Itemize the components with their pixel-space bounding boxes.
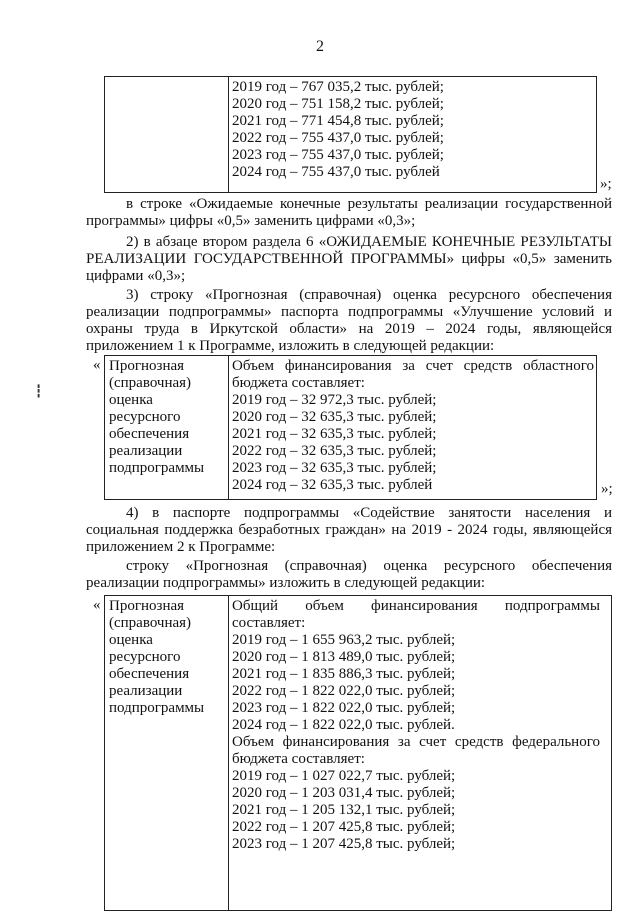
table3-left-line: оценка bbox=[109, 632, 153, 648]
paragraph-2 bbox=[86, 234, 612, 285]
table3-right-line: составляет: bbox=[232, 615, 306, 631]
paragraph-line: охраны труда в Иркутской области» на 2019 – 2024 годы, являющейся bbox=[86, 321, 612, 337]
table-regional-funding bbox=[104, 355, 597, 500]
table3-right-line: 2020 год – 1 813 489,0 тыс. рублей; bbox=[232, 649, 456, 665]
table3-right-line: 2020 год – 1 203 031,4 тыс. рублей; bbox=[232, 785, 456, 801]
table2-open-quote: « bbox=[93, 357, 101, 373]
table2-left-line: оценка bbox=[109, 392, 153, 408]
paragraph-line: социальная поддержка безработных граждан» на 2019 - 2024 годы, являющейся bbox=[86, 522, 612, 538]
table3-left-line: подпрограммы bbox=[109, 700, 205, 716]
paragraph-line: в строке «Ожидаемые конечные результаты реализации государственной bbox=[126, 196, 612, 212]
table3-left-line: Прогнозная bbox=[109, 598, 185, 614]
paragraph-line: программы» цифры «0,5» заменить цифрами «0,3»; bbox=[86, 213, 416, 229]
table1-line: 2023 год – 755 437,0 тыс. рублей; bbox=[232, 147, 444, 163]
table2-left-line: (справочная) bbox=[109, 375, 192, 391]
table2-close-quote: »; bbox=[601, 481, 613, 497]
table3-right-line: бюджета составляет: bbox=[232, 751, 365, 767]
table2-right-line: 2024 год – 32 635,3 тыс. рублей bbox=[232, 477, 433, 493]
page-number: 2 bbox=[316, 38, 324, 55]
table3-left-line: обеспечения bbox=[109, 666, 190, 682]
table3-right-line: 2019 год – 1 655 963,2 тыс. рублей; bbox=[232, 632, 456, 648]
paragraph-line: реализации подпрограммы» паспорта подпрограммы «Улучшение условий и bbox=[86, 304, 612, 320]
table-divider bbox=[228, 596, 229, 910]
table3-left-cell bbox=[109, 598, 225, 717]
table3-open-quote: « bbox=[93, 597, 101, 613]
table2-left-line: реализации bbox=[109, 443, 183, 459]
paragraph-line: реализации подпрограммы» изложить в следующей редакции: bbox=[86, 575, 486, 591]
table2-right-line: бюджета составляет: bbox=[232, 375, 365, 391]
table2-right-cell bbox=[232, 358, 594, 494]
table1-close-quote: »; bbox=[600, 176, 612, 192]
table1-line: 2024 год – 755 437,0 тыс. рублей bbox=[232, 164, 440, 180]
paragraph-4 bbox=[86, 505, 612, 556]
paragraph-line: приложением 2 к Программе: bbox=[86, 539, 276, 555]
table2-left-cell bbox=[109, 358, 225, 477]
table1-right-cell bbox=[232, 79, 592, 181]
table3-right-line: Общий объем финансирования подпрограммы bbox=[232, 598, 600, 614]
paragraph-line: РЕАЛИЗАЦИИ ГОСУДАРСТВЕННОЙ ПРОГРАММЫ» цифры «0,5» заменить bbox=[86, 251, 612, 267]
table3-right-line: 2019 год – 1 027 022,7 тыс. рублей; bbox=[232, 768, 456, 784]
table-subprogram-funding bbox=[104, 595, 612, 911]
paragraph-3 bbox=[86, 287, 612, 355]
table3-right-line: 2021 год – 1 835 886,3 тыс. рублей; bbox=[232, 666, 456, 682]
paragraph-line: 2) в абзаце втором раздела 6 «ОЖИДАЕМЫЕ КОНЕЧНЫЕ РЕЗУЛЬТАТЫ bbox=[126, 234, 612, 250]
paragraph-line: строку «Прогнозная (справочная) оценка ресурсного обеспечения bbox=[126, 558, 612, 574]
scan-artifact-mark: ┇ bbox=[35, 384, 43, 398]
table-divider bbox=[228, 356, 229, 499]
table2-left-line: обеспечения bbox=[109, 426, 190, 442]
table2-right-line: Объем финансирования за счет средств областного bbox=[232, 358, 594, 374]
table2-left-line: ресурсного bbox=[109, 409, 181, 425]
table1-line: 2022 год – 755 437,0 тыс. рублей; bbox=[232, 130, 444, 146]
table3-left-line: реализации bbox=[109, 683, 183, 699]
table1-line: 2020 год – 751 158,2 тыс. рублей; bbox=[232, 96, 444, 112]
table3-left-line: (справочная) bbox=[109, 615, 192, 631]
paragraph-line: 3) строку «Прогнозная (справочная) оценка ресурсного обеспечения bbox=[126, 287, 612, 303]
paragraph-line: приложением 1 к Программе, изложить в следующей редакции: bbox=[86, 338, 495, 354]
table2-left-line: подпрограммы bbox=[109, 460, 205, 476]
paragraph-line: 4) в паспорте подпрограммы «Содействие занятости населения и bbox=[126, 505, 612, 521]
table3-right-cell bbox=[232, 598, 600, 853]
paragraph-5 bbox=[86, 558, 612, 592]
table3-right-line: 2021 год – 1 205 132,1 тыс. рублей; bbox=[232, 802, 456, 818]
table-funding-continuation bbox=[104, 76, 597, 193]
table3-right-line: 2024 год – 1 822 022,0 тыс. рублей. bbox=[232, 717, 455, 733]
table3-right-line: 2022 год – 1 207 425,8 тыс. рублей; bbox=[232, 819, 456, 835]
paragraph-line: цифрами «0,3»; bbox=[86, 268, 186, 284]
table3-right-line: 2023 год – 1 207 425,8 тыс. рублей; bbox=[232, 836, 456, 852]
table3-left-line: ресурсного bbox=[109, 649, 181, 665]
table3-right-line: 2022 год – 1 822 022,0 тыс. рублей; bbox=[232, 683, 456, 699]
table1-line: 2021 год – 771 454,8 тыс. рублей; bbox=[232, 113, 444, 129]
table2-right-line: 2023 год – 32 635,3 тыс. рублей; bbox=[232, 460, 437, 476]
table2-right-line: 2022 год – 32 635,3 тыс. рублей; bbox=[232, 443, 437, 459]
table2-right-line: 2021 год – 32 635,3 тыс. рублей; bbox=[232, 426, 437, 442]
table3-right-line: Объем финансирования за счет средств федерального bbox=[232, 734, 600, 750]
table-divider bbox=[228, 77, 229, 192]
table3-right-line: 2023 год – 1 822 022,0 тыс. рублей; bbox=[232, 700, 456, 716]
table2-right-line: 2020 год – 32 635,3 тыс. рублей; bbox=[232, 409, 437, 425]
paragraph-1 bbox=[86, 196, 612, 230]
table2-right-line: 2019 год – 32 972,3 тыс. рублей; bbox=[232, 392, 437, 408]
table2-left-line: Прогнозная bbox=[109, 358, 185, 374]
table1-line: 2019 год – 767 035,2 тыс. рублей; bbox=[232, 79, 444, 95]
